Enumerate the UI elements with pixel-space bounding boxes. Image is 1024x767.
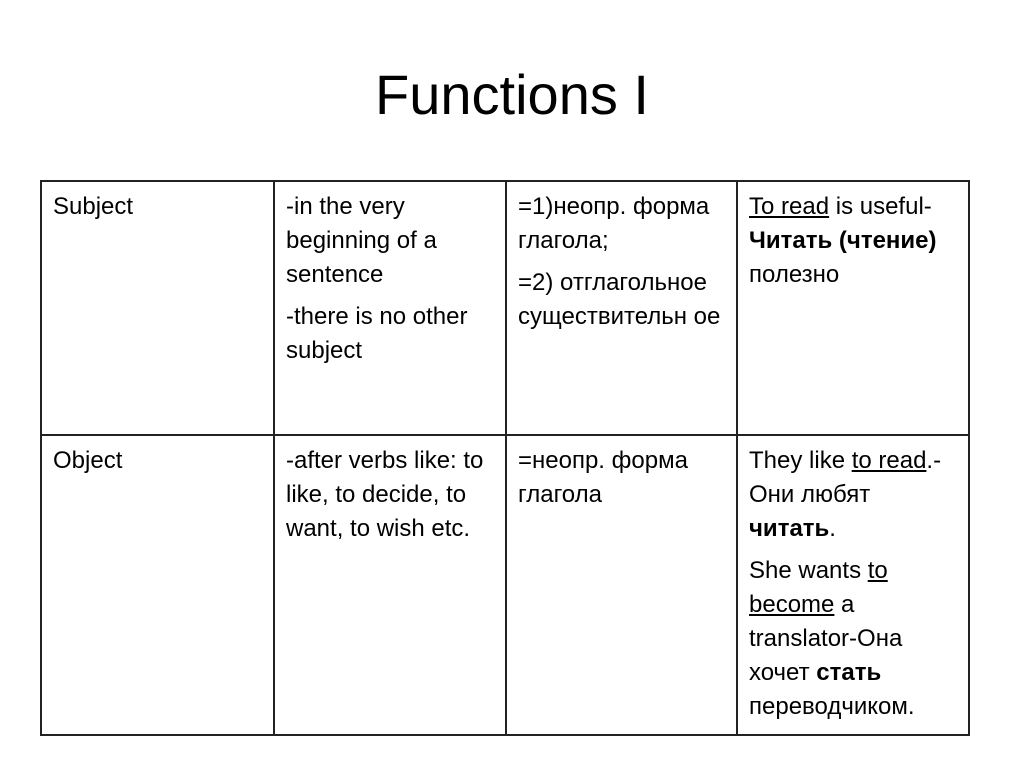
- cell-form-object: [506, 435, 737, 735]
- position-line: -there is no other subject: [286, 303, 468, 364]
- form-line: =2) отглагольное существительн ое: [518, 269, 721, 330]
- position-line: -after verbs like: to like, to decide, to want, to wish etc.: [286, 447, 484, 542]
- example-text: She wants: [749, 557, 868, 584]
- form-line: =неопр. форма глагола: [518, 447, 688, 508]
- cell-function-subject: Subject: [41, 181, 274, 435]
- cell-form-subject: [506, 181, 737, 435]
- example-bold-phrase: Читать (чтение): [749, 227, 937, 254]
- example-line: [749, 190, 958, 292]
- example-underlined-phrase: to read: [851, 447, 927, 474]
- example-text: is useful-: [829, 193, 932, 220]
- functions-table: [40, 180, 970, 736]
- example-text: a translator-Она хочет: [749, 591, 903, 686]
- example-text: переводчиком.: [749, 693, 915, 720]
- slide-title: Functions I: [375, 63, 649, 126]
- table-row-subject: [41, 181, 969, 435]
- example-line: [749, 444, 958, 546]
- example-text: They like: [749, 447, 852, 474]
- cell-position-object: [274, 435, 506, 735]
- example-bold-phrase: читать: [749, 515, 830, 542]
- cell-position-subject: [274, 181, 506, 435]
- table-row-object: [41, 435, 969, 735]
- cell-example-subject: [737, 181, 969, 435]
- example-underlined-phrase: to become: [749, 557, 888, 618]
- example-text: полезно: [749, 261, 840, 288]
- example-bold-phrase: стать: [816, 659, 882, 686]
- cell-function-object: Object: [41, 435, 274, 735]
- example-line: [749, 554, 958, 724]
- example-underlined-phrase: To read: [749, 193, 830, 220]
- example-text: .: [829, 515, 836, 542]
- cell-example-object: [737, 435, 969, 735]
- example-text: .-Они любят: [749, 447, 942, 508]
- form-line: =1)неопр. форма глагола;: [518, 193, 710, 254]
- position-line: -in the very beginning of a sentence: [286, 193, 437, 288]
